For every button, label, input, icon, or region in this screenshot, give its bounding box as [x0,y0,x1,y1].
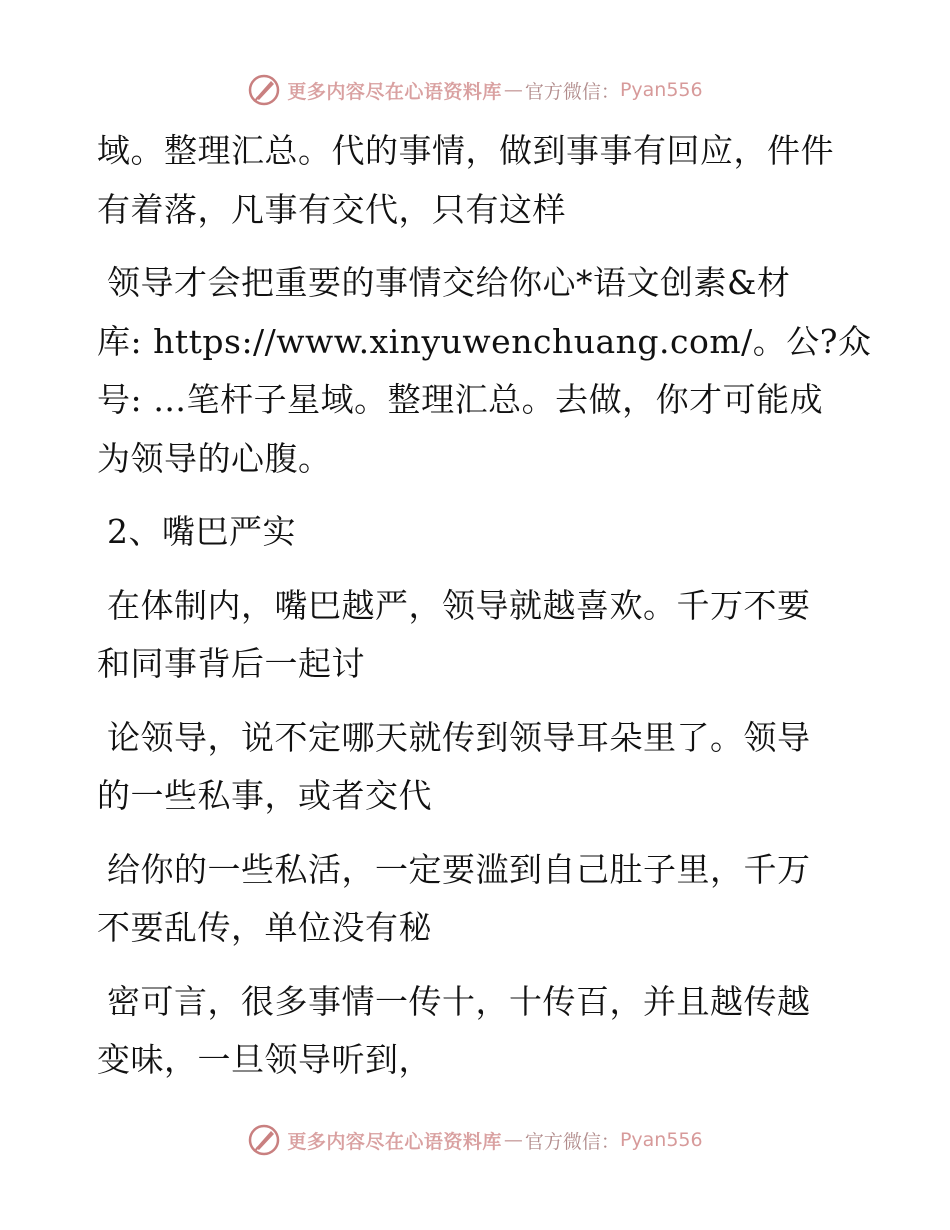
heading-line: 2、嘴巴严实 [107,512,296,551]
text-line: 号: …笔杆子星域。整理汇总。去做，你才可能成 [97,380,824,419]
text-line: 领导才会把重要的事情交给你心*语文创素&材 [107,263,791,302]
text-line: 为领导的心腹。 [97,438,332,478]
text-line: 变味，一旦领导听到， [97,1040,432,1079]
paragraph [97,577,857,694]
text-line: 给你的一些私活，一定要滥到自己肚子里，千万 [107,849,811,889]
watermark-wechat-id: Pyan556 [619,1129,703,1151]
paragraph [97,122,857,239]
watermark-brand: 更多内容尽在心语资料库 [287,80,502,103]
watermark-dash: — [503,79,523,101]
text-line: 有着落，凡事有交代，只有这样 [97,189,566,229]
footer-watermark [0,1120,950,1160]
text-line: 和同事背后一起讨 [97,644,365,683]
document-body [97,122,872,1090]
paragraph [97,841,857,958]
header-watermark [0,70,950,110]
watermark-official-label: 官方微信： [524,1130,620,1153]
text-line: 的一些私事，或者交代 [97,776,432,815]
paragraph [97,973,857,1090]
watermark-brand: 更多内容尽在心语资料库 [287,1130,502,1153]
watermark-official-label: 官方微信： [524,80,620,103]
text-line: 域。整理汇总。代的事情，做到事事有回应，件件 [97,131,834,170]
paragraph [97,254,872,488]
watermark-wechat-id: Pyan556 [619,79,703,101]
text-line: 库: https://www.xinyuwenchuang.com/。公?众 [97,321,872,361]
text-line: 密可言，很多事情一传十，十传百，并且越传越 [107,981,811,1021]
quill-logo-icon [247,73,281,107]
text-line: 在体制内，嘴巴越严，领导就越喜欢。千万不要 [107,585,811,625]
quill-logo-icon [247,1123,281,1157]
text-line: 不要乱传，单位没有秘 [97,908,432,947]
text-line: 论领导，说不定哪天就传到领导耳朵里了。领导 [107,717,811,757]
section-heading [97,503,857,562]
watermark-dash: — [503,1129,523,1151]
paragraph [97,709,857,826]
